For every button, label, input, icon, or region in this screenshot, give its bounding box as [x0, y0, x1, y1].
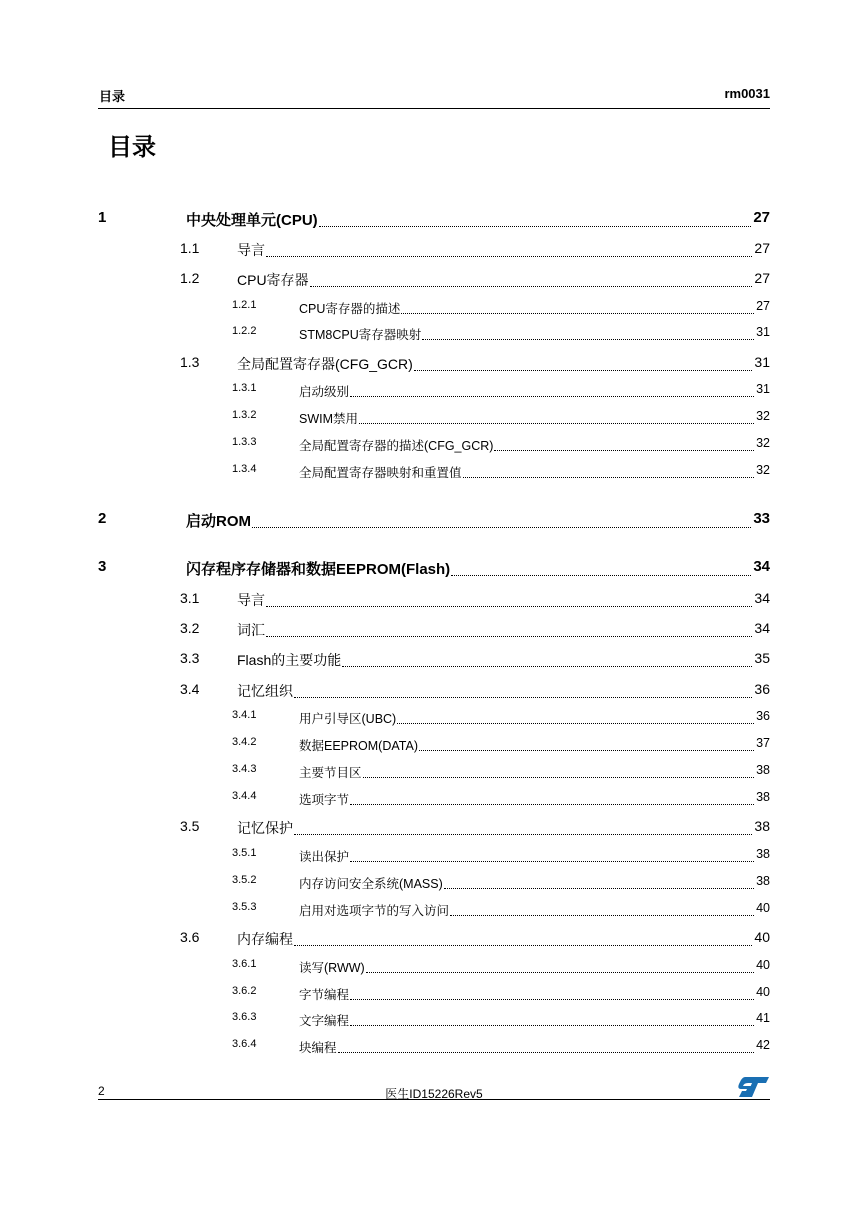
toc-entry-page: 34 — [753, 558, 770, 575]
toc-entry-number: 1.3 — [180, 354, 200, 370]
st-logo-icon — [738, 1076, 770, 1103]
toc-leader-dots — [444, 888, 754, 889]
toc-entry-title: 导言 — [237, 242, 265, 258]
toc-entry-title: 文字编程 — [299, 1014, 350, 1028]
toc-entry-title: 块编程 — [299, 1041, 337, 1055]
toc-entry-page: 40 — [756, 985, 770, 999]
toc-entry-page: 38 — [756, 763, 770, 777]
toc-entry-title: 启动ROM — [186, 513, 251, 530]
toc-leader-dots — [252, 527, 751, 528]
toc-entry-number: 3.5.2 — [232, 874, 257, 886]
toc-leader-dots — [363, 777, 754, 778]
toc-entry-page: 38 — [756, 790, 770, 804]
toc-entry-page: 35 — [754, 650, 770, 666]
toc-entry-page: 41 — [756, 1011, 770, 1025]
toc-leader-dots — [266, 636, 752, 637]
toc-entry-title: 启动级别 — [299, 385, 350, 399]
toc-leader-dots — [422, 339, 754, 340]
toc-entry-number: 3 — [98, 558, 107, 575]
toc-entry-title: 中央处理单元(CPU) — [186, 212, 318, 229]
toc-entry-title: 全局配置寄存器映射和重置值 — [299, 466, 462, 480]
toc-entry-number: 1.2.2 — [232, 325, 257, 337]
toc-entry-page: 31 — [756, 382, 770, 396]
toc-entry-title: 读出保护 — [299, 850, 350, 864]
toc-entry-number: 3.4.1 — [232, 709, 257, 721]
toc-leader-dots — [401, 313, 754, 314]
toc-entry-number: 3.5.3 — [232, 901, 257, 913]
toc-entry-title: CPU寄存器的描述 — [299, 302, 401, 316]
toc-entry-page: 34 — [754, 590, 770, 606]
toc-entry-title: 启用对选项字节的写入访问 — [299, 904, 450, 918]
toc-leader-dots — [350, 861, 754, 862]
toc-leader-dots — [294, 697, 752, 698]
toc-entry-page: 27 — [753, 209, 770, 226]
toc-entry-number: 3.6.1 — [232, 958, 257, 970]
toc-entry-number: 1.3.3 — [232, 436, 257, 448]
toc-entry-title: 记忆组织 — [237, 683, 293, 699]
toc-entry-title: CPU寄存器 — [237, 272, 309, 288]
toc-entry-page: 40 — [754, 929, 770, 945]
toc-entry-page: 31 — [754, 354, 770, 370]
toc-entry-number: 1.3.1 — [232, 382, 257, 394]
toc-entry-title: 闪存程序存储器和数据EEPROM(Flash) — [186, 561, 451, 578]
toc-entry-title: 字节编程 — [299, 988, 350, 1002]
toc-entry-title: STM8CPU寄存器映射 — [299, 328, 422, 342]
toc-entry-page: 42 — [756, 1038, 770, 1052]
toc-entry-page: 40 — [756, 958, 770, 972]
toc-entry-number: 1.2.1 — [232, 299, 257, 311]
toc-entry-title: Flash的主要功能 — [237, 652, 342, 668]
toc-entry-number: 3.4.2 — [232, 736, 257, 748]
toc-entry-title: 全局配置寄存器(CFG_GCR) — [237, 356, 413, 372]
toc-entry-title: SWIM禁用 — [299, 412, 359, 426]
toc-leader-dots — [397, 723, 754, 724]
toc-entry-title: 词汇 — [237, 622, 265, 638]
footer-page-number: 2 — [98, 1084, 105, 1098]
toc-leader-dots — [350, 1025, 754, 1026]
toc-entry-number: 3.3 — [180, 650, 200, 666]
footer-doc-id: 医生ID15226Rev5 — [385, 1087, 483, 1101]
toc-leader-dots — [366, 972, 754, 973]
toc-leader-dots — [294, 945, 752, 946]
toc-entry-page: 31 — [756, 325, 770, 339]
toc-entry-number: 3.6 — [180, 929, 200, 945]
toc-entry-number: 1.2 — [180, 270, 200, 286]
toc-entry-title: 数据EEPROM(DATA) — [299, 739, 418, 753]
toc-entry-number: 1 — [98, 209, 107, 226]
toc-entry-number: 3.5 — [180, 818, 200, 834]
toc-leader-dots — [310, 286, 752, 287]
toc-leader-dots — [266, 256, 752, 257]
toc-entry-title: 选项字节 — [299, 793, 350, 807]
toc-entry-page: 32 — [756, 409, 770, 423]
toc-entry-number: 3.4 — [180, 681, 200, 697]
toc-entry-number: 3.4.4 — [232, 790, 257, 802]
toc-entry-page: 38 — [754, 818, 770, 834]
toc-entry-number: 1.3.4 — [232, 463, 257, 475]
toc-entry-number: 3.6.2 — [232, 985, 257, 997]
header-left: 目录 — [99, 89, 126, 104]
toc-entry-page: 38 — [756, 847, 770, 861]
toc-leader-dots — [342, 666, 752, 667]
toc-entry-title: 内存访问安全系统(MASS) — [299, 877, 443, 891]
toc-entry-page: 34 — [754, 620, 770, 636]
toc-leader-dots — [414, 370, 752, 371]
toc-entry-number: 3.1 — [180, 590, 200, 606]
toc-leader-dots — [319, 226, 751, 227]
toc-entry-page: 32 — [756, 463, 770, 477]
toc-entry-page: 27 — [754, 270, 770, 286]
toc-entry-title: 读写(RWW) — [299, 961, 365, 975]
toc-leader-dots — [266, 606, 752, 607]
page-title: 目录 — [108, 134, 156, 161]
toc-entry-number: 3.2 — [180, 620, 200, 636]
toc-entry-number: 1.1 — [180, 240, 200, 256]
toc-entry-title: 内存编程 — [237, 931, 293, 947]
toc-entry-page: 32 — [756, 436, 770, 450]
toc-entry-page: 38 — [756, 874, 770, 888]
toc-entry-page: 40 — [756, 901, 770, 915]
toc-entry-title: 全局配置寄存器的描述(CFG_GCR) — [299, 439, 494, 453]
toc-leader-dots — [294, 834, 752, 835]
toc-entry-number: 3.5.1 — [232, 847, 257, 859]
toc-entry-title: 主要节目区 — [299, 766, 362, 780]
header-right: rm0031 — [724, 86, 770, 101]
header-rule — [98, 108, 770, 109]
toc-leader-dots — [350, 999, 754, 1000]
toc-entry-page: 33 — [753, 510, 770, 527]
toc-leader-dots — [463, 477, 754, 478]
toc-entry-number: 3.4.3 — [232, 763, 257, 775]
toc-entry-title: 记忆保护 — [237, 820, 293, 836]
toc-leader-dots — [450, 915, 754, 916]
toc-leader-dots — [350, 804, 754, 805]
toc-leader-dots — [494, 450, 754, 451]
toc-entry-page: 36 — [754, 681, 770, 697]
toc-entry-title: 导言 — [237, 592, 265, 608]
toc-entry-number: 1.3.2 — [232, 409, 257, 421]
toc-entry-number: 2 — [98, 510, 107, 527]
toc-leader-dots — [338, 1052, 754, 1053]
toc-entry-page: 27 — [756, 299, 770, 313]
toc-entry-page: 36 — [756, 709, 770, 723]
toc-leader-dots — [350, 396, 754, 397]
toc-entry-title: 用户引导区(UBC) — [299, 712, 397, 726]
toc-entry-page: 37 — [756, 736, 770, 750]
toc-leader-dots — [359, 423, 754, 424]
toc-leader-dots — [419, 750, 754, 751]
toc-leader-dots — [451, 575, 751, 576]
toc-entry-page: 27 — [754, 240, 770, 256]
toc-entry-number: 3.6.4 — [232, 1038, 257, 1050]
toc-entry-number: 3.6.3 — [232, 1011, 257, 1023]
